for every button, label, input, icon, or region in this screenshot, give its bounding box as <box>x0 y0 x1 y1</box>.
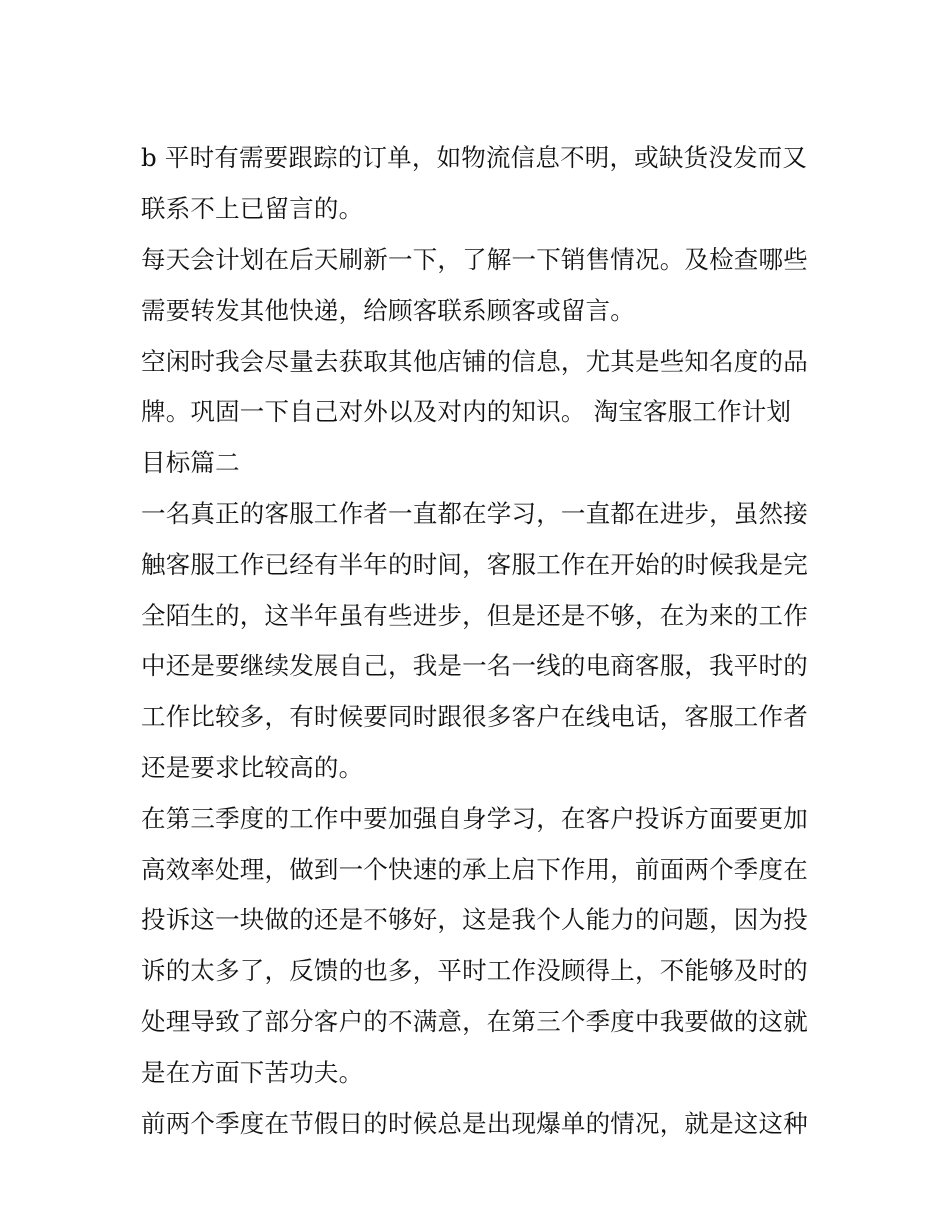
text-line: 还是要求比较高的。 <box>141 753 364 782</box>
text-line: 投诉这一块做的还是不够好，这是我个人能力的问题，因为投 <box>141 905 808 934</box>
text-line: 处理导致了部分客户的不满意，在第三个季度中我要做的这就 <box>141 1007 808 1036</box>
text-line: 牌。巩固一下自己对外以及对内的知识。 淘宝客服工作计划 <box>141 397 792 426</box>
text-line: 在第三季度的工作中要加强自身学习，在客户投诉方面要更加 <box>141 804 808 833</box>
text-line: 空闲时我会尽量去获取其他店铺的信息，尤其是些知名度的品 <box>141 347 808 376</box>
text-line: 中还是要继续发展自己，我是一名一线的电商客服，我平时的 <box>141 651 808 680</box>
text-line: 高效率处理，做到一个快速的承上启下作用，前面两个季度在 <box>141 855 808 884</box>
text-line: 是在方面下苦功夫。 <box>141 1058 364 1087</box>
text-line: 目标篇二 <box>141 448 240 477</box>
text-line: 每天会计划在后天刷新一下，了解一下销售情况。及检查哪些 <box>141 245 808 274</box>
text-line: 联系不上已留言的。 <box>141 194 364 223</box>
text-line: 工作比较多，有时候要同时跟很多客户在线电话，客服工作者 <box>141 702 808 731</box>
text-line: 一名真正的客服工作者一直都在学习，一直都在进步，虽然接 <box>141 499 808 528</box>
text-line: b 平时有需要跟踪的订单，如物流信息不明，或缺货没发而又 <box>141 143 808 172</box>
text-line: 前两个季度在节假日的时候总是出现爆单的情况，就是这这种 <box>141 1109 808 1138</box>
text-line: 诉的太多了，反馈的也多，平时工作没顾得上，不能够及时的 <box>141 956 808 985</box>
text-line: 全陌生的，这半年虽有些进步，但是还是不够，在为来的工作 <box>141 601 808 630</box>
text-line: 需要转发其他快递，给顾客联系顾客或留言。 <box>141 296 635 325</box>
text-line: 触客服工作已经有半年的时间，客服工作在开始的时候我是完 <box>141 550 808 579</box>
